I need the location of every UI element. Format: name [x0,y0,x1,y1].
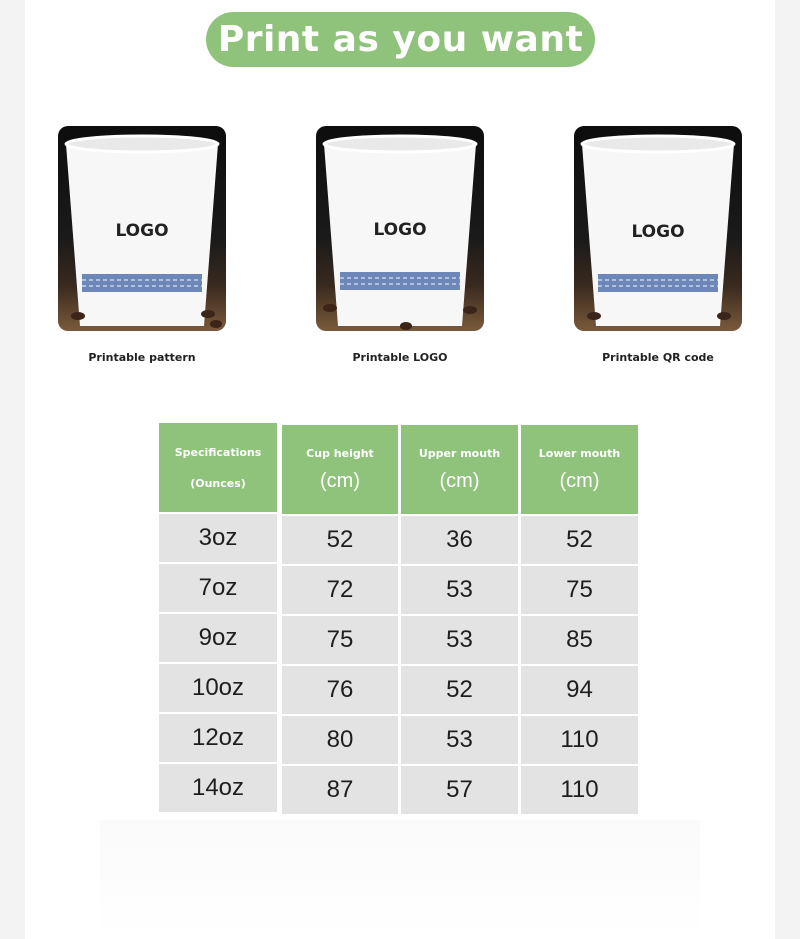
table-cell-size: 14oz [159,764,277,812]
table-cell-size: 12oz [159,714,277,762]
cup-photo [58,126,226,331]
header-label: Lower mouth [538,446,621,460]
table-cell: 52 [521,516,638,564]
header-unit: (cm) [439,469,480,492]
table-cell: 87 [282,766,398,814]
table-cell: 85 [521,616,638,664]
product-caption: Printable pattern [88,351,196,364]
table-cell: 76 [282,666,398,714]
cup-photo [574,126,742,331]
product-caption: Printable QR code [602,351,714,364]
table-cell: 52 [401,666,518,714]
table-cell: 53 [401,716,518,764]
table-header-spec [159,423,277,512]
table-cell: 94 [521,666,638,714]
product-card-logo [316,126,484,364]
header-unit: (cm) [320,469,360,492]
product-card-qr [574,126,742,364]
table-cell-size: 7oz [159,564,277,612]
table-cell: 110 [521,766,638,814]
cup-logo-text: LOGO [115,221,169,241]
table-cell: 80 [282,716,398,764]
table-header-cup-height [282,425,398,514]
header-unit: (cm) [559,469,600,492]
table-cell-size: 3oz [159,514,277,562]
header-label: Upper mouth [418,446,501,460]
cup-logo-text: LOGO [631,222,685,242]
table-cell: 53 [401,566,518,614]
table-cell: 57 [401,766,518,814]
header-unit: (Ounces) [190,476,246,490]
table-cell: 36 [401,516,518,564]
table-cell: 52 [282,516,398,564]
table-cell: 72 [282,566,398,614]
product-caption: Printable LOGO [352,351,448,364]
product-card-pattern [58,126,226,364]
table-cell-size: 9oz [159,614,277,662]
header-label: Cup height [306,446,374,460]
bottom-fade [100,820,700,939]
banner-title: Print as you want [206,12,595,67]
table-header-lower-mouth [521,425,638,514]
table-cell: 110 [521,716,638,764]
header-label: Specifications [174,445,262,459]
cup-photo [316,126,484,331]
table-cell-size: 10oz [159,664,277,712]
table-cell: 53 [401,616,518,664]
cup-logo-text: LOGO [373,220,427,240]
table-cell: 75 [282,616,398,664]
table-cell: 75 [521,566,638,614]
table-header-upper-mouth [401,425,518,514]
